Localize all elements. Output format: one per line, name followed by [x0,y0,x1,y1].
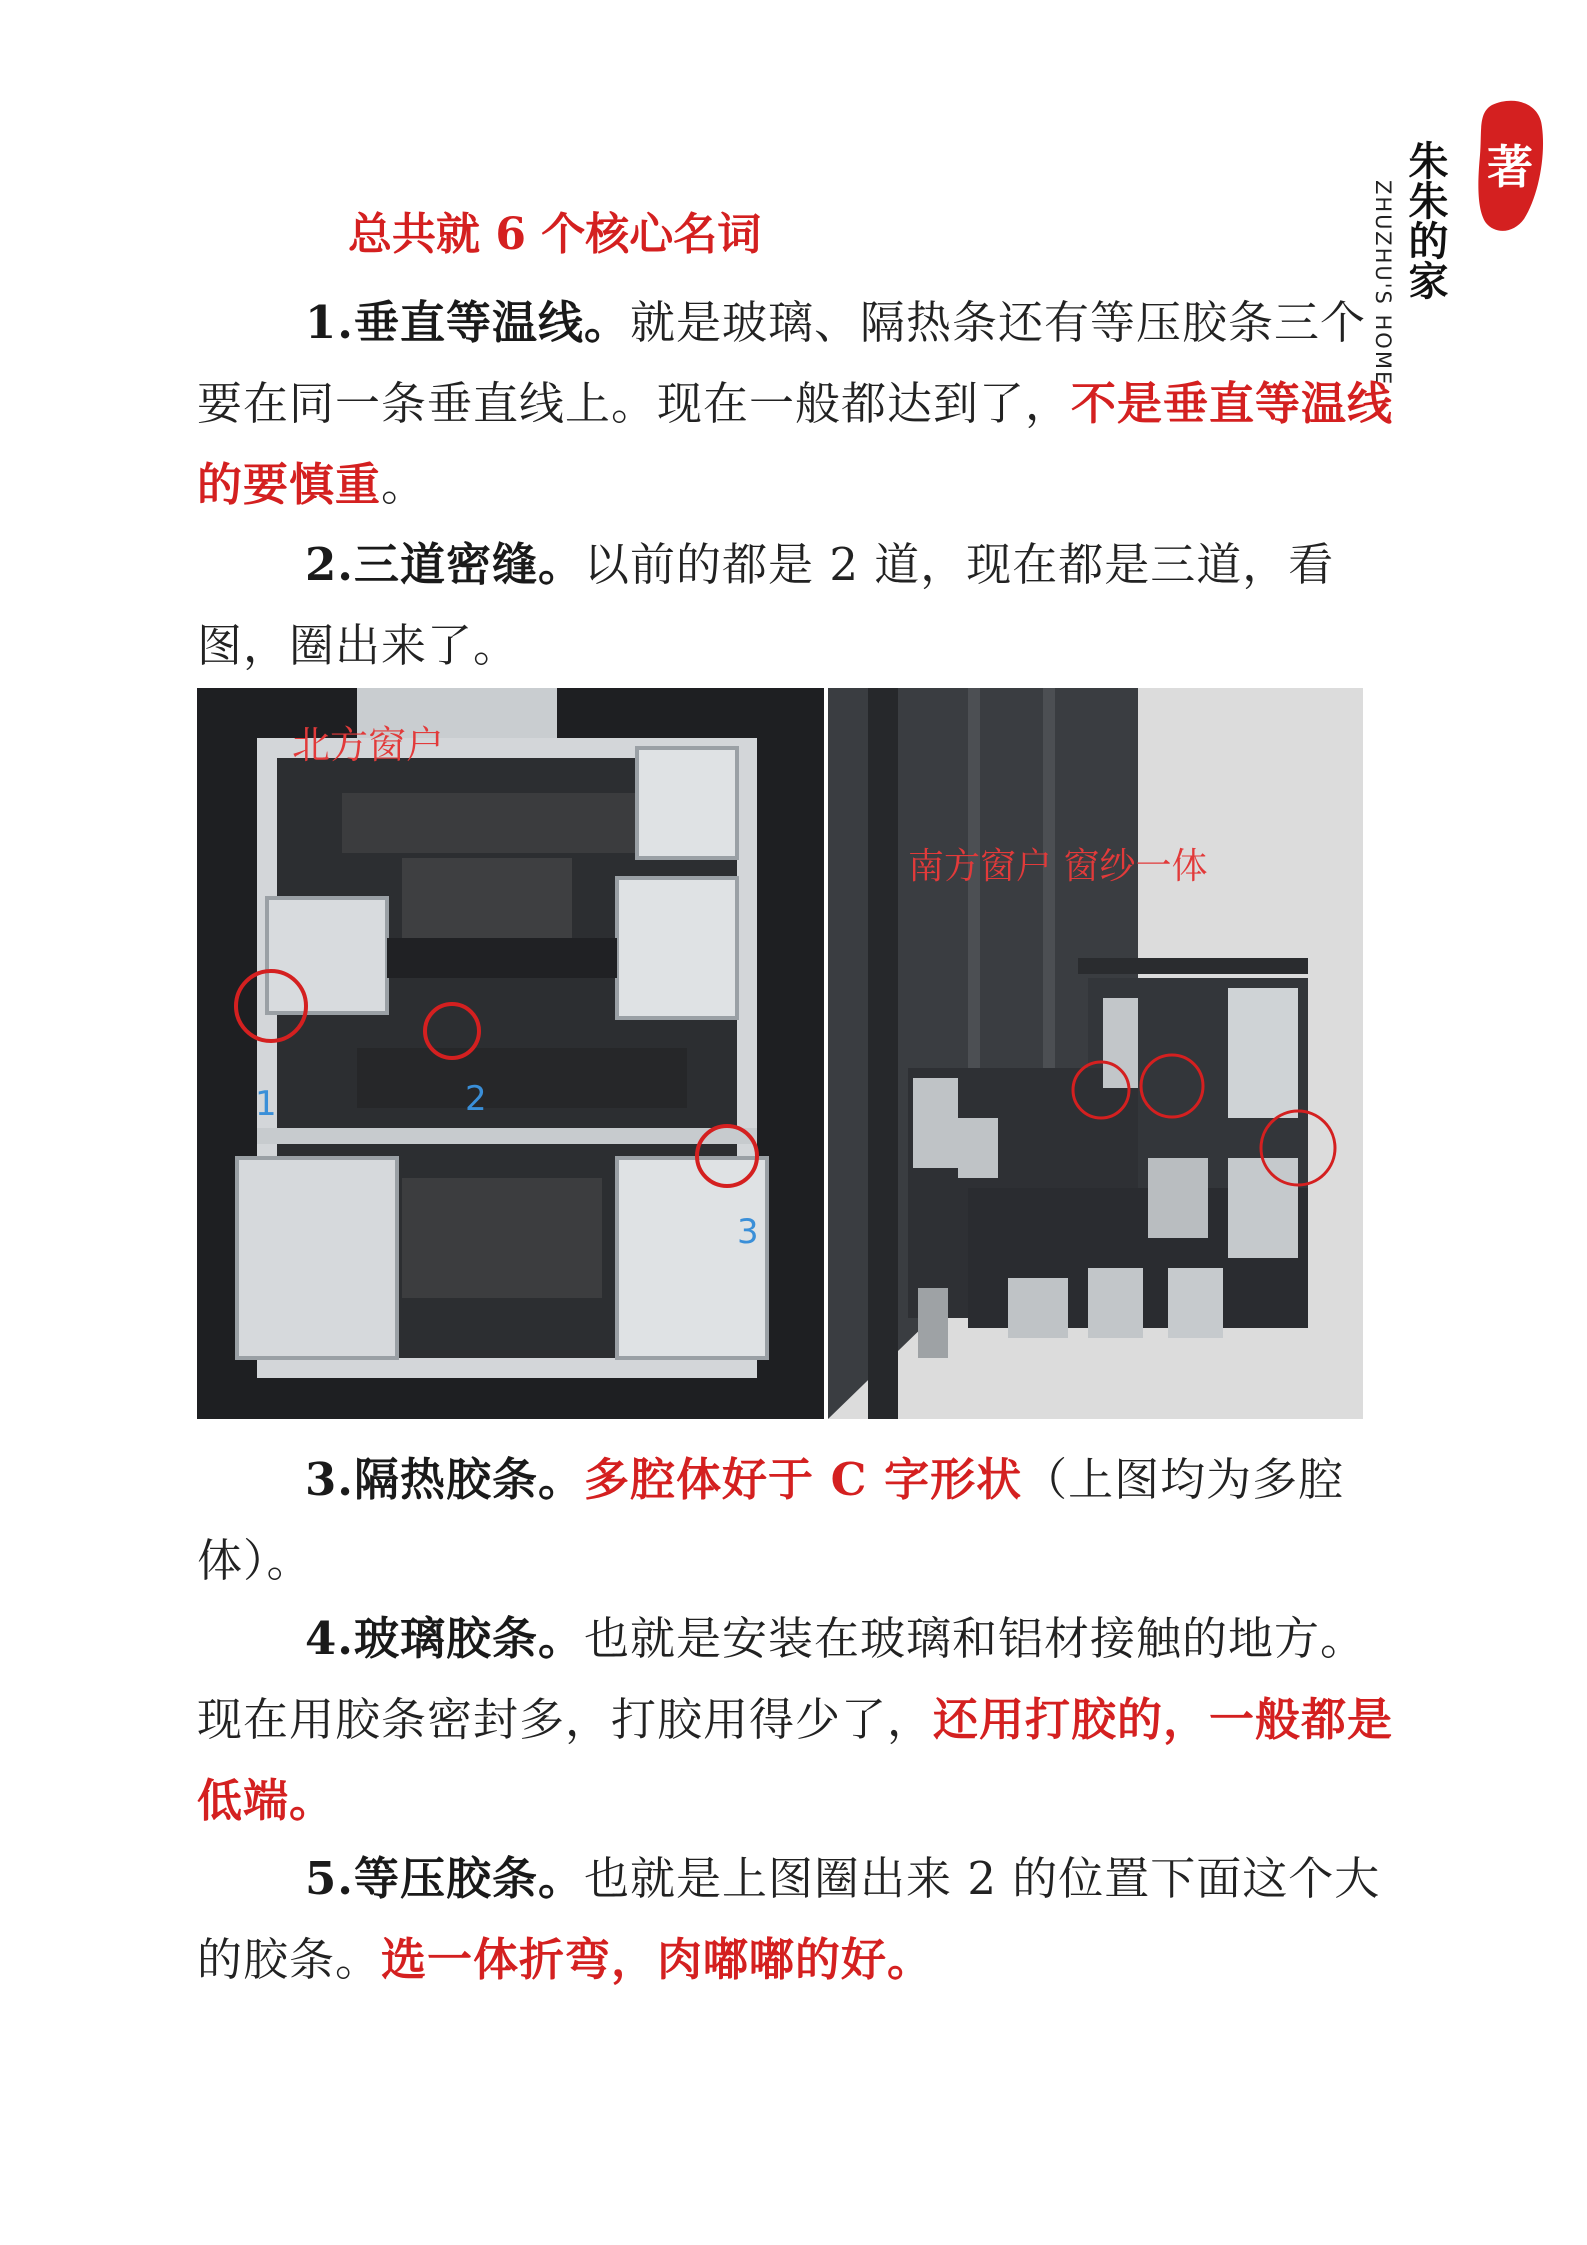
item-5 [197,1838,1395,2000]
item-end: 。 [381,458,428,511]
item-number: 3. [305,1453,354,1506]
item-period: 。 [538,1852,585,1905]
brand-name-en: ZHUZHU'S HOME [1371,180,1395,387]
item-term: 垂直等温线 [353,296,584,349]
photo-label-south: 南方窗户 窗纱一体 [908,846,1208,887]
photo-northern-window [197,688,824,1419]
item-number: 1. [305,296,354,349]
item-text: 以前的都是 2 道，现在都是三道，看图，圈出来了。 [197,538,1335,672]
item-text: （上图均为多腔体）。 [197,1453,1345,1587]
marker-2: 2 [465,1079,487,1119]
item-number: 4. [305,1612,354,1665]
item-text: 也就是上图圈出来 2 的位置下面这个大的胶条。 [197,1852,1381,1986]
item-period: 。 [538,1453,585,1506]
item-text: 也就是安装在玻璃和铝材接触的地方。现在用胶条密封多，打胶用得少了， [197,1612,1367,1746]
photo-southern-window [828,688,1363,1419]
item-highlight: 不是垂直等温线的要慎重 [197,377,1394,511]
item-term: 隔热胶条 [353,1453,538,1506]
item-term: 等压胶条 [353,1852,538,1905]
item-4 [197,1598,1395,1841]
item-3 [197,1439,1395,1601]
marker-1: 1 [255,1084,277,1124]
item-period: 。 [584,296,631,349]
item-term: 玻璃胶条 [353,1612,538,1665]
brand-name-cn: 朱朱的家 [1402,140,1449,300]
item-period: 。 [538,1612,585,1665]
page-heading: 总共就 6 个核心名词 [348,209,762,260]
marker-3: 3 [737,1212,759,1252]
seal-char: 著 [1487,140,1533,194]
item-highlight: 还用打胶的，一般都是低端。 [197,1693,1394,1827]
photo-label-north: 北方窗户 [292,723,445,767]
item-term: 三道密缝 [353,538,538,591]
item-period: 。 [538,538,585,591]
item-number: 5. [305,1852,354,1905]
item-1 [197,282,1395,525]
item-2 [197,524,1395,686]
item-highlight: 多腔体好于 C 字形状 [584,1453,1023,1506]
item-highlight: 选一体折弯，肉嘟嘟的好。 [381,1933,934,1986]
brand-seal [1474,97,1546,235]
item-number: 2. [305,538,354,591]
item-text: 就是玻璃、隔热条还有等压胶条三个要在同一条垂直线上。现在一般都达到了， [197,296,1367,430]
